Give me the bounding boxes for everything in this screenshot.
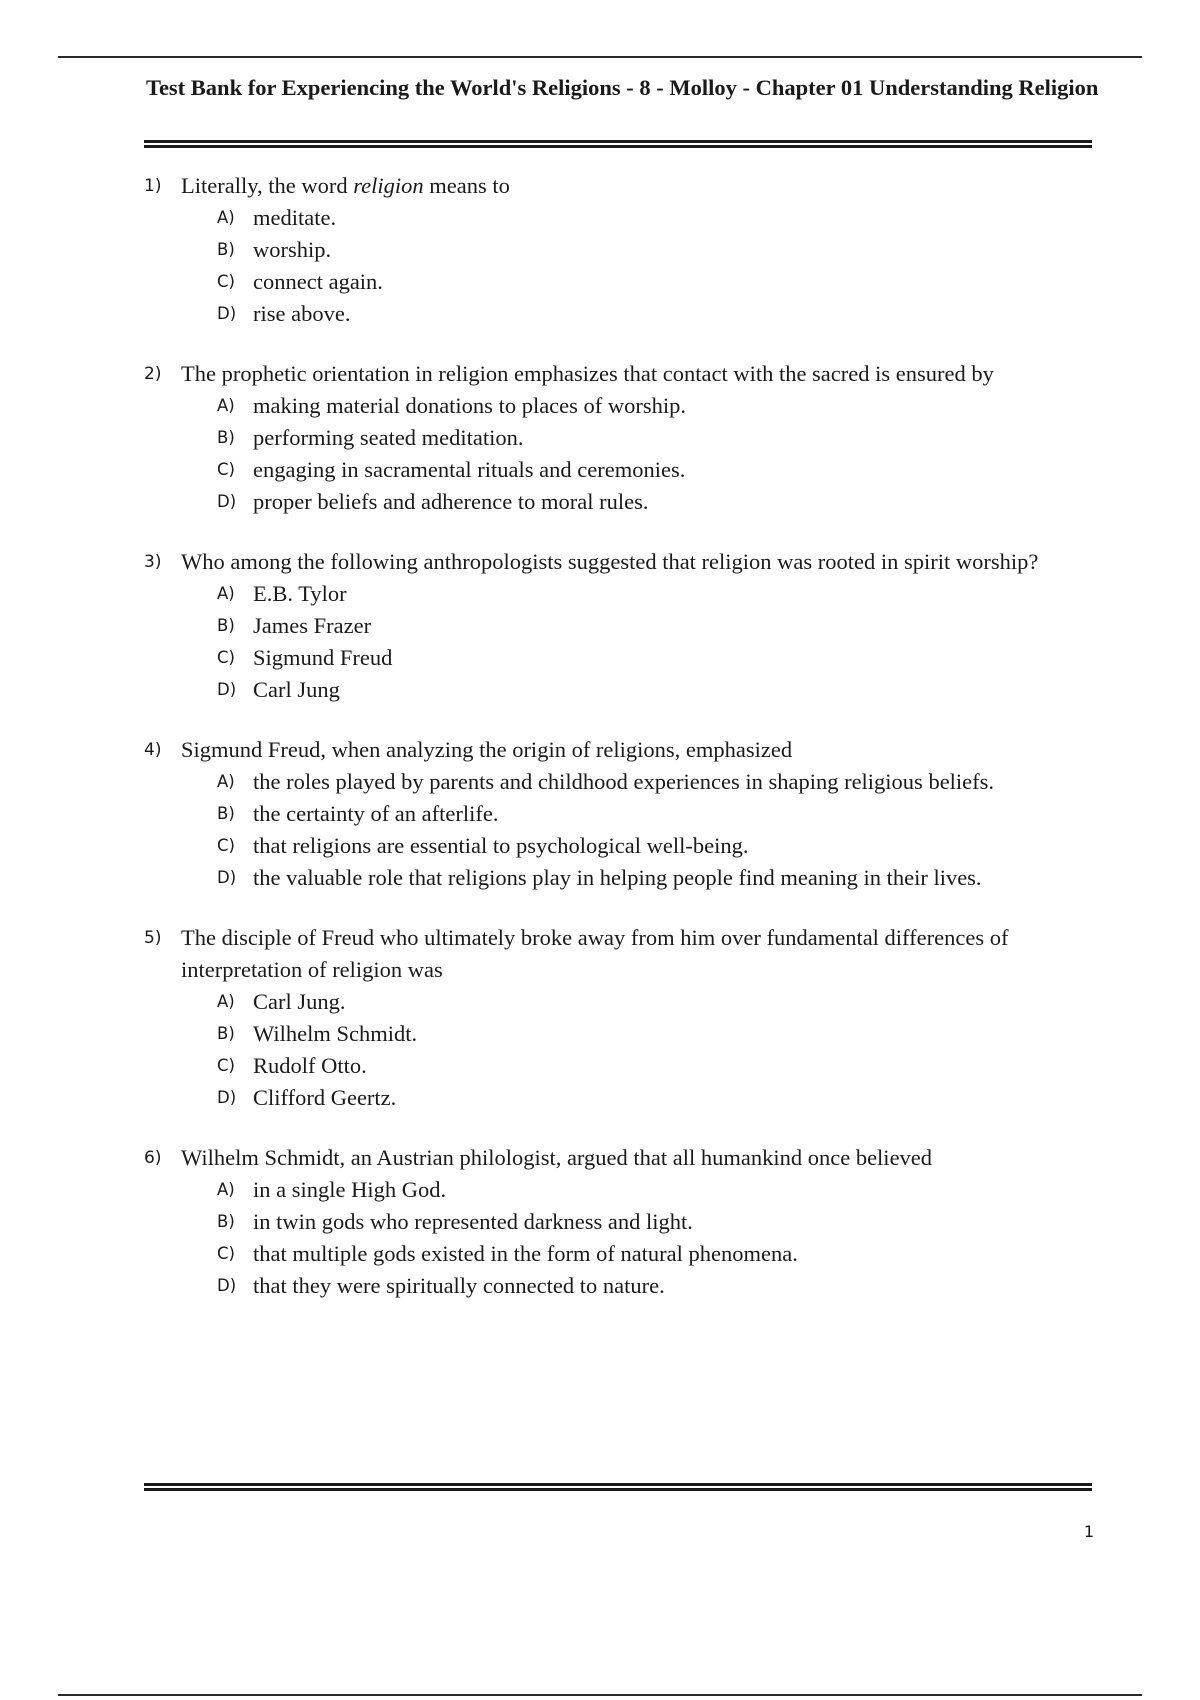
question-text: The prophetic orientation in religion emphasizes that contact with the sacred is ensured by [181, 361, 994, 386]
option-letter: D) [217, 1088, 237, 1107]
option-letter: B) [217, 616, 235, 635]
answer-option [217, 642, 1104, 674]
question-text: Literally, the word religion means to [181, 173, 510, 198]
page-top-edge-line [58, 56, 1142, 58]
option-text: proper beliefs and adherence to moral rules. [253, 489, 649, 514]
option-text: that religions are essential to psychological well-being. [253, 833, 749, 858]
answer-options [217, 578, 1104, 706]
option-text: that they were spiritually connected to nature. [253, 1273, 665, 1298]
option-text: Carl Jung [253, 677, 340, 702]
question-1 [144, 170, 1104, 330]
answer-option [217, 234, 1104, 266]
answer-options [217, 202, 1104, 330]
answer-option [217, 454, 1104, 486]
option-text: making material donations to places of worship. [253, 393, 687, 418]
answer-option [217, 766, 1104, 798]
question-number: 6) [144, 1148, 162, 1168]
answer-options [217, 766, 1104, 894]
question-number: 2) [144, 364, 162, 384]
document-title: Test Bank for Experiencing the World's Religions - 8 - Molloy - Chapter 01 Understanding Religion [146, 75, 1099, 100]
answer-option [217, 486, 1104, 518]
option-letter: A) [217, 1180, 235, 1199]
option-text: E.B. Tylor [253, 581, 347, 606]
option-text: Carl Jung. [253, 989, 346, 1014]
title-divider [144, 140, 1092, 148]
option-text: the valuable role that religions play in helping people find meaning in their lives. [253, 865, 982, 890]
question-text: The disciple of Freud who ultimately broke away from him over fundamental differences of interpretation of religion was [181, 925, 1009, 982]
question-5 [144, 922, 1104, 1114]
option-text: in a single High God. [253, 1177, 447, 1202]
answer-option [217, 422, 1104, 454]
option-letter: C) [217, 648, 235, 667]
answer-option [217, 578, 1104, 610]
answer-option [217, 1270, 1104, 1302]
answer-option [217, 1082, 1104, 1114]
option-letter: D) [217, 680, 237, 699]
option-text: in twin gods who represented darkness and light. [253, 1209, 693, 1234]
answer-option [217, 390, 1104, 422]
option-letter: A) [217, 208, 235, 227]
answer-option [217, 298, 1104, 330]
answer-option [217, 1050, 1104, 1082]
answer-option [217, 986, 1104, 1018]
answer-option [217, 674, 1104, 706]
question-2 [144, 358, 1104, 518]
question-3 [144, 546, 1104, 706]
option-text: the roles played by parents and childhood experiences in shaping religious beliefs. [253, 769, 995, 794]
option-text: rise above. [253, 301, 351, 326]
answer-options [217, 390, 1104, 518]
option-text: James Frazer [253, 613, 372, 638]
answer-option [217, 202, 1104, 234]
option-text: Clifford Geertz. [253, 1085, 397, 1110]
option-letter: C) [217, 460, 235, 479]
option-letter: B) [217, 240, 235, 259]
answer-options [217, 986, 1104, 1114]
answer-option [217, 830, 1104, 862]
option-text: meditate. [253, 205, 337, 230]
option-text: Wilhelm Schmidt. [253, 1021, 418, 1046]
question-text: Sigmund Freud, when analyzing the origin of religions, emphasized [181, 737, 793, 762]
answer-option [217, 1238, 1104, 1270]
option-text: engaging in sacramental rituals and ceremonies. [253, 457, 686, 482]
option-text: the certainty of an afterlife. [253, 801, 499, 826]
option-letter: A) [217, 772, 235, 791]
answer-option [217, 610, 1104, 642]
question-6 [144, 1142, 1104, 1302]
option-letter: C) [217, 836, 235, 855]
option-letter: B) [217, 428, 235, 447]
option-letter: A) [217, 992, 235, 1011]
option-text: performing seated meditation. [253, 425, 524, 450]
option-letter: C) [217, 1244, 235, 1263]
page-number: 1 [1083, 1522, 1094, 1541]
question-number: 4) [144, 740, 162, 760]
answer-option [217, 266, 1104, 298]
footer-divider [144, 1483, 1092, 1491]
answer-option [217, 1174, 1104, 1206]
option-text: that multiple gods existed in the form of natural phenomena. [253, 1241, 798, 1266]
question-number: 3) [144, 552, 162, 572]
question-text: Who among the following anthropologists suggested that religion was rooted in spirit worship? [181, 549, 1039, 574]
option-letter: B) [217, 1212, 235, 1231]
option-letter: A) [217, 396, 235, 415]
answer-option [217, 1206, 1104, 1238]
option-letter: D) [217, 868, 237, 887]
option-letter: C) [217, 1056, 235, 1075]
option-letter: D) [217, 304, 237, 323]
option-letter: D) [217, 492, 237, 511]
emphasized-word: religion [353, 173, 424, 198]
question-list [144, 170, 1104, 1330]
option-letter: B) [217, 804, 235, 823]
option-letter: B) [217, 1024, 235, 1043]
option-text: Sigmund Freud [253, 645, 393, 670]
answer-option [217, 1018, 1104, 1050]
option-letter: A) [217, 584, 235, 603]
question-4 [144, 734, 1104, 894]
option-text: connect again. [253, 269, 383, 294]
page-bottom-edge-line [58, 1694, 1142, 1696]
option-letter: D) [217, 1276, 237, 1295]
question-number: 1) [144, 176, 162, 196]
question-text: Wilhelm Schmidt, an Austrian philologist, argued that all humankind once believed [181, 1145, 933, 1170]
answer-options [217, 1174, 1104, 1302]
answer-option [217, 862, 1104, 894]
question-number: 5) [144, 928, 162, 948]
option-text: worship. [253, 237, 332, 262]
option-letter: C) [217, 272, 235, 291]
answer-option [217, 798, 1104, 830]
option-text: Rudolf Otto. [253, 1053, 367, 1078]
